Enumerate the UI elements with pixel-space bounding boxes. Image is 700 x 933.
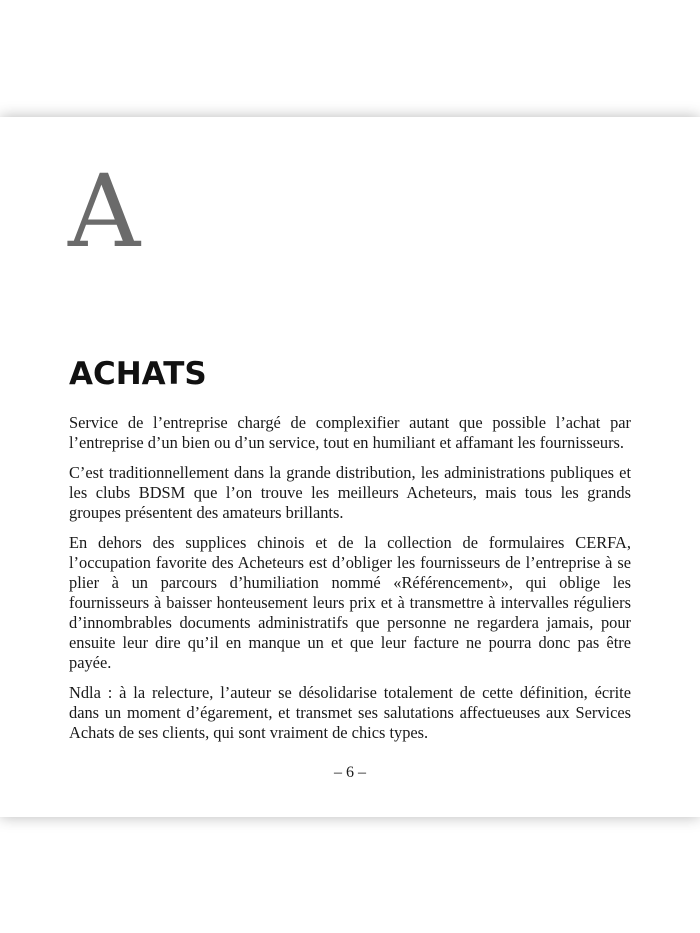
paragraph-context: C’est traditionnellement dans la grande distribution, les administrations publiques et les clubs BDSM que l’on trouve les meilleurs Acheteurs, mais tous les grands groupes présentent des amateurs brillants. [69,463,631,522]
page-number: – 6 – [334,764,366,781]
paragraph-referencement: En dehors des supplices chinois et de la collection de formulaires CERFA, l’occupation favorite des Acheteurs est d’obliger les fournisseurs de l’entreprise à se plier à un parcours d’humiliation nommé «Référencement», qui oblige les fournisseurs à baisser honteusement leurs prix et à transmettre à intervalles réguliers d’innombrables documents administratifs que personne ne regardera jamais, pour ensuite leur dire qu’il en manque un et que leur facture ne pourra donc pas être payée. [69,533,631,672]
paragraph-definition: Service de l’entreprise chargé de complexifier autant que possible l’achat par l’entreprise d’un bien ou d’un service, tout en humiliant et affamant les fournisseurs. [69,413,631,452]
entry-body [69,413,631,753]
entry-title: ACHATS [69,356,207,392]
section-letter: A [68,153,141,270]
paragraph-author-note: Ndla : à la relecture, l’auteur se désolidarise totalement de cette définition, écrite dans un moment d’égarement, et transmet ses salutations affectueuses aux Services Achats de ses clients, qui sont vraiment de chics types. [69,683,631,742]
